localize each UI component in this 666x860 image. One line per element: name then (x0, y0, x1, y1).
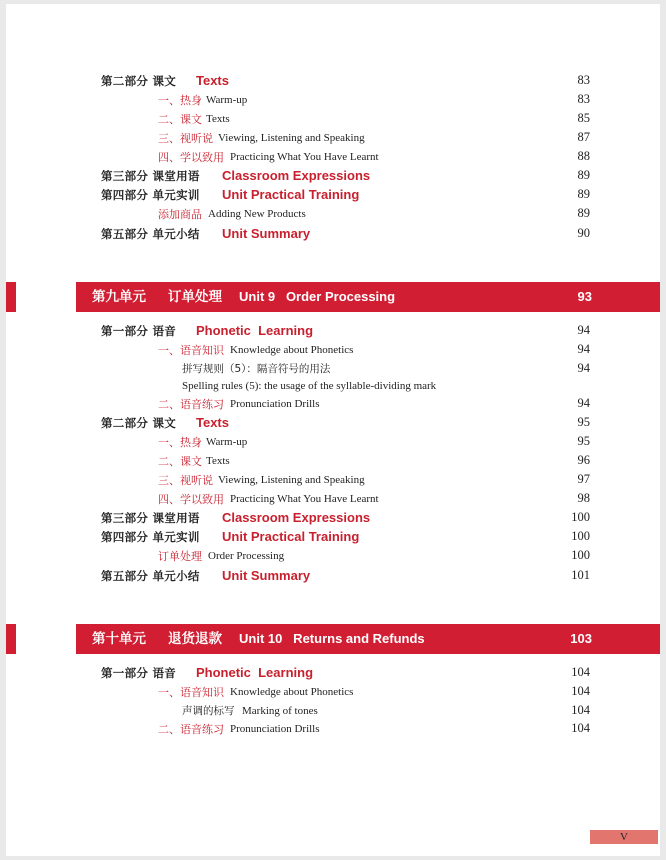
banner-tab (6, 282, 16, 312)
banner-title-en: Unit 10 Returns and Refunds (239, 631, 425, 646)
entry-page: 94 (577, 396, 590, 410)
entry-cn: 第四部分 单元实训 (101, 529, 200, 544)
banner-unit-cn: 第十单元 (92, 631, 146, 647)
toc-entry[interactable] (6, 109, 660, 128)
entry-text: Spelling rules (5): the usage of the syllable-dividing mark (182, 379, 437, 392)
toc-entry[interactable] (6, 166, 660, 185)
entry-page: 100 (571, 548, 590, 562)
entry-page: 88 (577, 149, 590, 163)
entry-cn: 添加商品 (158, 207, 202, 221)
entry-page: 97 (577, 472, 590, 486)
toc-entry[interactable] (6, 527, 660, 546)
toc-entry[interactable] (6, 128, 660, 147)
entry-cn: 一、语音知识 (158, 343, 224, 357)
entry-cn: 订单处理 (158, 549, 202, 563)
entry-cn: 三、视听说 (158, 473, 213, 487)
entry-page: 94 (577, 323, 590, 337)
toc-entry[interactable] (6, 394, 660, 413)
entry-cn: 一、语音知识 (158, 685, 224, 699)
entry-en: Knowledge about Phonetics (230, 343, 354, 356)
entry-en: Classroom Expressions (222, 168, 371, 183)
entry-cn: 二、语音练习 (158, 397, 224, 411)
entry-cn: 第二部分 课文 (101, 415, 177, 430)
entry-cn: 第三部分 课堂用语 (101, 168, 200, 183)
entry-page: 104 (571, 721, 590, 735)
entry-cn: 四、学以致用 (158, 150, 224, 164)
entry-cn: 第五部分 单元小结 (101, 226, 200, 241)
entry-en: Phonetic Learning (196, 665, 314, 680)
entry-en: Texts (206, 454, 230, 467)
entry-text: 拼写规则（5）：隔音符号的用法 (182, 363, 331, 375)
entry-en: Texts (196, 415, 229, 430)
banner-tab (6, 624, 16, 654)
banner-title-cn: 退货退款 (168, 631, 222, 647)
toc-entry[interactable] (6, 413, 660, 432)
entry-cn: 二、课文 (158, 454, 202, 468)
entry-page: 89 (577, 187, 590, 201)
toc-entry[interactable] (6, 719, 660, 738)
entry-cn: 第四部分 单元实训 (101, 187, 200, 202)
toc-entry[interactable] (6, 508, 660, 527)
entry-en: Classroom Expressions (222, 510, 371, 525)
entry-cn: 第一部分 语音 (101, 665, 177, 680)
entry-en: Warm-up (206, 93, 248, 106)
entry-page: 83 (577, 73, 590, 87)
entry-en: Knowledge about Phonetics (230, 685, 354, 698)
entry-page: 89 (577, 168, 590, 182)
toc-entry[interactable] (6, 71, 660, 90)
entry-en: Texts (196, 73, 229, 88)
toc-entry[interactable] (6, 321, 660, 340)
entry-page: 101 (571, 568, 590, 582)
banner-title-cn: 订单处理 (168, 289, 222, 305)
entry-en: Pronunciation Drills (230, 722, 320, 735)
entry-page: 100 (571, 510, 590, 524)
entry-page: 94 (577, 361, 590, 375)
entry-en: Unit Summary (222, 226, 311, 241)
toc-entry[interactable] (6, 451, 660, 470)
entry-en: Pronunciation Drills (230, 397, 320, 410)
unit-banner[interactable] (76, 282, 660, 312)
toc-entry[interactable] (6, 340, 660, 359)
entry-en: Viewing, Listening and Speaking (218, 131, 365, 144)
entry-page: 89 (577, 206, 590, 220)
toc-entry[interactable] (6, 663, 660, 682)
toc-entry[interactable] (6, 224, 660, 243)
entry-cn: 第一部分 语音 (101, 323, 177, 338)
entry-page: 98 (577, 491, 590, 505)
toc-entry[interactable] (6, 489, 660, 508)
entry-cn: 四、学以致用 (158, 492, 224, 506)
entry-cn: 一、热身 (158, 435, 202, 449)
entry-page: 87 (577, 130, 590, 144)
entry-cn: 三、视听说 (158, 131, 213, 145)
entry-en: Unit Practical Training (222, 187, 360, 202)
toc-entry[interactable] (6, 546, 660, 565)
entry-cn: 第二部分 课文 (101, 73, 177, 88)
toc-entry[interactable] (6, 147, 660, 166)
entry-text-en: Marking of tones (242, 704, 318, 717)
entry-en: Practicing What You Have Learnt (230, 150, 379, 163)
entry-en: Unit Practical Training (222, 529, 360, 544)
entry-text-cn: 声调的标写 (182, 705, 235, 717)
banner-page: 93 (577, 289, 592, 304)
entry-en: Practicing What You Have Learnt (230, 492, 379, 505)
entry-en: Warm-up (206, 435, 248, 448)
entry-en: Order Processing (208, 549, 285, 562)
entry-cn: 一、热身 (158, 93, 202, 107)
entry-page: 95 (577, 415, 590, 429)
entry-cn: 第三部分 课堂用语 (101, 510, 200, 525)
toc-entry[interactable] (6, 470, 660, 489)
page-number: V (590, 830, 658, 844)
entry-en: Phonetic Learning (196, 323, 314, 338)
entry-page: 94 (577, 342, 590, 356)
toc-entry[interactable] (6, 185, 660, 204)
toc-entry[interactable] (6, 682, 660, 701)
entry-en: Adding New Products (208, 207, 306, 220)
entry-cn: 二、语音练习 (158, 722, 224, 736)
entry-page: 96 (577, 453, 590, 467)
entry-en: Viewing, Listening and Speaking (218, 473, 365, 486)
toc-page (6, 4, 660, 856)
entry-page: 104 (571, 703, 590, 717)
entry-page: 85 (577, 111, 590, 125)
toc-entry[interactable] (6, 90, 660, 109)
entry-en: Texts (206, 112, 230, 125)
toc-entry[interactable] (6, 566, 660, 585)
entry-page: 100 (571, 529, 590, 543)
unit-banner[interactable] (76, 624, 660, 654)
entry-page: 104 (571, 684, 590, 698)
toc-entry[interactable] (6, 432, 660, 451)
toc-entry (6, 376, 660, 395)
entry-page: 95 (577, 434, 590, 448)
entry-page: 90 (577, 226, 590, 240)
entry-cn: 第五部分 单元小结 (101, 568, 200, 583)
entry-page: 104 (571, 665, 590, 679)
banner-page: 103 (570, 631, 592, 646)
entry-cn: 二、课文 (158, 112, 202, 126)
banner-title-en: Unit 9 Order Processing (239, 289, 396, 304)
entry-en: Unit Summary (222, 568, 311, 583)
banner-unit-cn: 第九单元 (92, 289, 146, 305)
toc-entry[interactable] (6, 701, 660, 720)
toc-entry[interactable] (6, 204, 660, 223)
entry-page: 83 (577, 92, 590, 106)
